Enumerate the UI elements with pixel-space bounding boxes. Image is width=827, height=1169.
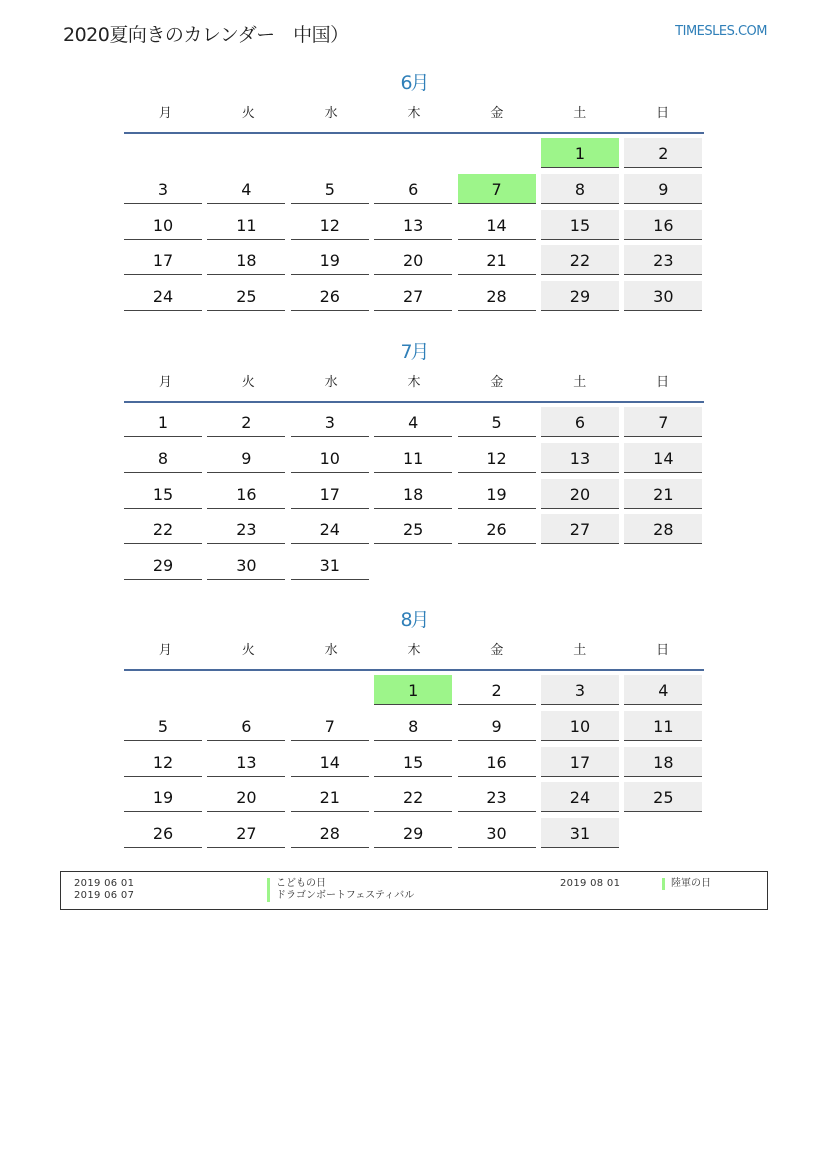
day-cell: 12	[124, 747, 202, 777]
weekday-label: 水	[324, 375, 338, 390]
empty-cell	[291, 138, 369, 168]
weekend-day-cell: 6	[541, 407, 619, 437]
day-cell: 6	[374, 174, 452, 204]
holiday-day-cell: 1	[541, 138, 619, 168]
day-cell: 13	[207, 747, 285, 777]
empty-cell	[207, 675, 285, 705]
weekend-day-cell: 21	[624, 479, 702, 509]
weekday-header	[124, 102, 704, 134]
legend-date: 2019 06 01	[74, 878, 135, 889]
weekend-day-cell: 23	[624, 245, 702, 275]
weekday-label: 火	[241, 106, 255, 121]
month-title: 8月	[400, 609, 428, 631]
weekend-day-cell: 22	[541, 245, 619, 275]
day-cell: 10	[291, 443, 369, 473]
weekday-header	[124, 639, 704, 671]
day-cell: 7	[291, 711, 369, 741]
day-cell: 19	[124, 782, 202, 812]
weekday-label: 木	[407, 643, 421, 658]
empty-cell	[458, 138, 536, 168]
weekend-day-cell: 25	[624, 782, 702, 812]
day-cell: 10	[124, 210, 202, 240]
day-cell: 14	[291, 747, 369, 777]
weekday-label: 火	[241, 643, 255, 658]
weekend-day-cell: 29	[541, 281, 619, 311]
day-cell: 4	[374, 407, 452, 437]
weekend-day-cell: 4	[624, 675, 702, 705]
holiday-day-cell: 7	[458, 174, 536, 204]
legend-holiday-name: 陸軍の日	[671, 878, 711, 889]
day-cell: 3	[291, 407, 369, 437]
holiday-marker	[662, 878, 665, 890]
weekend-day-cell: 14	[624, 443, 702, 473]
weekend-day-cell: 13	[541, 443, 619, 473]
day-cell: 5	[458, 407, 536, 437]
day-cell: 9	[207, 443, 285, 473]
day-cell: 12	[291, 210, 369, 240]
day-cell: 18	[207, 245, 285, 275]
page-title: 2020夏向きのカレンダー 中国）	[63, 24, 349, 46]
day-cell: 17	[124, 245, 202, 275]
day-cell: 22	[124, 514, 202, 544]
day-cell: 12	[458, 443, 536, 473]
day-cell: 9	[458, 711, 536, 741]
day-cell: 30	[458, 818, 536, 848]
day-cell: 25	[207, 281, 285, 311]
weekday-label: 木	[407, 375, 421, 390]
weekend-day-cell: 8	[541, 174, 619, 204]
holiday-marker	[267, 890, 270, 902]
day-cell: 25	[374, 514, 452, 544]
weekend-day-cell: 10	[541, 711, 619, 741]
weekend-day-cell: 30	[624, 281, 702, 311]
day-cell: 11	[207, 210, 285, 240]
month-august	[124, 607, 704, 854]
holiday-legend	[60, 871, 768, 910]
day-grid	[124, 138, 704, 317]
day-cell: 11	[374, 443, 452, 473]
empty-cell	[124, 138, 202, 168]
day-cell: 6	[207, 711, 285, 741]
day-cell: 31	[291, 550, 369, 580]
day-cell: 5	[124, 711, 202, 741]
day-cell: 23	[458, 782, 536, 812]
weekend-day-cell: 20	[541, 479, 619, 509]
day-cell: 24	[291, 514, 369, 544]
day-cell: 20	[207, 782, 285, 812]
weekend-day-cell: 15	[541, 210, 619, 240]
weekend-day-cell: 2	[624, 138, 702, 168]
day-cell: 2	[458, 675, 536, 705]
empty-cell	[207, 138, 285, 168]
weekend-day-cell: 24	[541, 782, 619, 812]
day-grid	[124, 675, 704, 854]
day-cell: 26	[458, 514, 536, 544]
weekday-label: 木	[407, 106, 421, 121]
day-cell: 15	[374, 747, 452, 777]
weekend-day-cell: 11	[624, 711, 702, 741]
weekday-label: 月	[158, 375, 172, 390]
day-cell: 27	[374, 281, 452, 311]
weekday-label: 日	[656, 375, 670, 390]
legend-holiday-name: ドラゴンボートフェスティバル	[276, 890, 415, 901]
day-cell: 21	[458, 245, 536, 275]
day-cell: 24	[124, 281, 202, 311]
legend-holiday-name: こどもの日	[276, 878, 326, 889]
day-cell: 14	[458, 210, 536, 240]
weekday-label: 月	[158, 106, 172, 121]
month-june	[124, 70, 704, 317]
day-cell: 28	[458, 281, 536, 311]
weekday-label: 土	[573, 375, 587, 390]
empty-cell	[374, 138, 452, 168]
weekend-day-cell: 31	[541, 818, 619, 848]
day-cell: 2	[207, 407, 285, 437]
day-cell: 21	[291, 782, 369, 812]
day-cell: 23	[207, 514, 285, 544]
empty-cell	[124, 675, 202, 705]
weekend-day-cell: 28	[624, 514, 702, 544]
legend-date: 2019 08 01	[560, 878, 621, 889]
day-cell: 26	[291, 281, 369, 311]
weekend-day-cell: 16	[624, 210, 702, 240]
weekday-label: 土	[573, 106, 587, 121]
day-cell: 26	[124, 818, 202, 848]
day-cell: 4	[207, 174, 285, 204]
day-cell: 3	[124, 174, 202, 204]
weekday-label: 火	[241, 375, 255, 390]
month-july	[124, 339, 704, 586]
day-cell: 30	[207, 550, 285, 580]
weekday-label: 金	[490, 106, 504, 121]
day-cell: 19	[291, 245, 369, 275]
day-cell: 29	[124, 550, 202, 580]
weekend-day-cell: 9	[624, 174, 702, 204]
weekday-header	[124, 371, 704, 403]
day-cell: 8	[124, 443, 202, 473]
weekend-day-cell: 27	[541, 514, 619, 544]
empty-cell	[291, 675, 369, 705]
day-cell: 16	[458, 747, 536, 777]
weekday-label: 金	[490, 643, 504, 658]
day-cell: 19	[458, 479, 536, 509]
site-link[interactable]: TIMESLES.COM	[675, 24, 767, 39]
day-cell: 13	[374, 210, 452, 240]
weekday-label: 月	[158, 643, 172, 658]
weekday-label: 日	[656, 643, 670, 658]
day-cell: 18	[374, 479, 452, 509]
holiday-day-cell: 1	[374, 675, 452, 705]
legend-date: 2019 06 07	[74, 890, 135, 901]
weekend-day-cell: 17	[541, 747, 619, 777]
weekday-label: 土	[573, 643, 587, 658]
day-cell: 15	[124, 479, 202, 509]
weekday-label: 金	[490, 375, 504, 390]
day-grid	[124, 407, 704, 586]
day-cell: 20	[374, 245, 452, 275]
day-cell: 5	[291, 174, 369, 204]
month-title: 7月	[400, 341, 428, 363]
day-cell: 27	[207, 818, 285, 848]
day-cell: 1	[124, 407, 202, 437]
weekend-day-cell: 3	[541, 675, 619, 705]
weekend-day-cell: 7	[624, 407, 702, 437]
day-cell: 22	[374, 782, 452, 812]
day-cell: 8	[374, 711, 452, 741]
day-cell: 29	[374, 818, 452, 848]
day-cell: 17	[291, 479, 369, 509]
day-cell: 16	[207, 479, 285, 509]
weekday-label: 水	[324, 106, 338, 121]
month-title: 6月	[400, 72, 428, 94]
weekday-label: 水	[324, 643, 338, 658]
day-cell: 28	[291, 818, 369, 848]
holiday-marker	[267, 878, 270, 890]
weekend-day-cell: 18	[624, 747, 702, 777]
weekday-label: 日	[656, 106, 670, 121]
